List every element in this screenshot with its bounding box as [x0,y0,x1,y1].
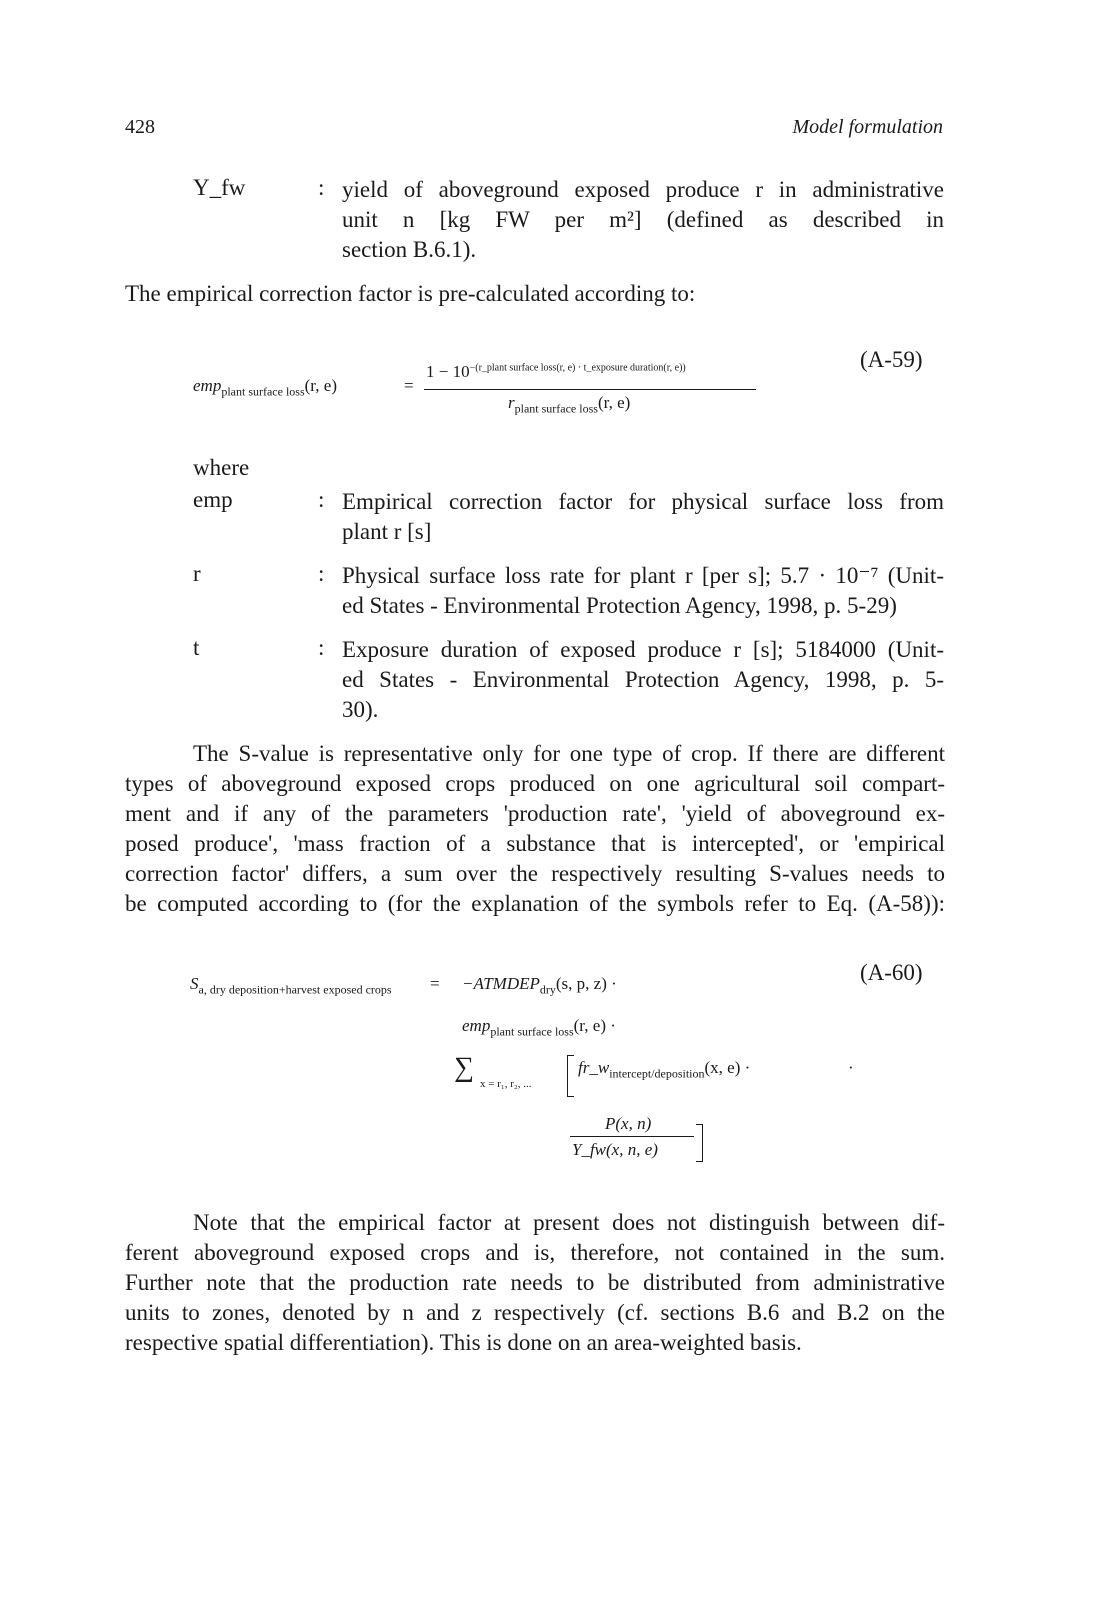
eq60-line2 [462,1016,616,1039]
definition-line: Exposure duration of exposed produce r [s]; 5184000 (Unit- [342,637,944,662]
eq59-den-subscript: plant surface loss [514,401,598,416]
eq60-emp-subscript: plant surface loss [490,1024,574,1039]
paragraph-line: ment and if any of the parameters 'production rate', 'yield of aboveground ex- [125,801,945,826]
eq60-frac-num-text: P(x, n) [605,1114,652,1133]
paragraph-line: correction factor' differs, a sum over the respectively resulting S-values needs to [125,861,945,886]
eq60-left-bracket [567,1055,574,1097]
paragraph-line: posed produce', 'mass fraction of a substance that is intercepted', or 'empirical [125,831,945,856]
page-number: 428 [125,116,155,138]
definition-symbol: t [193,635,200,660]
definition-symbol: r [193,561,201,586]
eq59-den-args: (r, e) [597,393,631,412]
definition-symbol: emp [193,487,233,512]
definition-line: ed States - Environmental Protection Agency, 1998, p. 5-29) [342,593,897,618]
definition-description [342,561,944,621]
definition-colon: : [318,635,325,660]
eq59-number: (A-59) [860,347,923,372]
eq59-den-symbol: r [508,393,515,412]
eq60-atmdep: −ATMDEP [462,974,540,993]
eq60-line1 [462,974,617,997]
eq60-line3 [578,1058,750,1081]
eq59-lhs-subscript: plant surface loss [221,384,305,399]
eq60-right-bracket [696,1124,703,1162]
eq60-equals: = [430,974,440,993]
paragraph-line: types of aboveground exposed crops produced on one agricultural soil compart- [125,771,945,796]
eq59-numerator [426,362,686,382]
eq59-equals: = [404,376,414,395]
eq60-frw-args: (x, e) · [704,1058,751,1077]
definition-line: section B.6.1). [342,237,477,262]
paragraph-line: units to zones, denoted by n and z respectively (cf. sections B.6 and B.2 on the [125,1300,945,1325]
definition-line: plant r [s] [342,519,432,544]
eq60-fraction-denominator [572,1140,658,1160]
eq60-atmdep-args: (s, p, z) · [555,974,617,993]
eq59-lhs-args: (r, e) [304,376,337,395]
eq59-num-exponent: −(r_plant surface loss(r, e) · t_exposure duration(r, e)) [469,362,686,374]
definition-line: ed States - Environmental Protection Agency, 1998, p. 5- [342,667,944,692]
paragraph-line: be computed according to (for the explanation of the symbols refer to Eq. (A-58)): [125,891,945,916]
eq59-denominator [508,393,630,416]
definition-line: 30). [342,697,379,722]
definition-colon: : [318,561,325,586]
eq60-sum-symbol: ∑ [454,1052,474,1083]
paragraph-note [125,1208,945,1358]
where-label: where [193,455,250,480]
eq60-frac-den-text: Y_fw(x, n, e) [572,1140,658,1159]
eq59-num-prefix: 1 − 10 [426,362,470,381]
paragraph-line: Note that the empirical factor at present does not distinguish between dif- [193,1210,945,1235]
eq60-frw: fr_w [578,1058,610,1077]
eq60-emp-args: (r, e) · [573,1016,616,1035]
eq60-lhs-subscript: a, dry deposition+harvest exposed crops [198,982,392,997]
definition-colon: : [318,175,325,200]
definition-description [342,487,944,547]
definition-description [342,175,944,265]
definition-line: Physical surface loss rate for plant r [per s]; 5.7 · 10⁻⁷ (Unit- [342,563,944,588]
eq60-frw-subscript: intercept/deposition [609,1066,705,1081]
eq60-lhs [190,974,392,997]
definition-description [342,635,944,725]
eq60-emp: emp [462,1016,491,1035]
eq60-sum-subscript: x = r₁, r₂, ... [480,1078,532,1090]
eq59-lhs [193,376,337,399]
eq60-trailing-dot: · [848,1058,854,1077]
eq60-fraction-numerator [605,1114,651,1134]
paragraph-s-value [125,739,945,919]
eq60-atmdep-subscript: dry [539,982,556,997]
definition-line: yield of aboveground exposed produce r in administrative [342,177,944,202]
paragraph-line: respective spatial differentiation). This is done on an area-weighted basis. [125,1330,802,1355]
eq60-number: (A-60) [860,960,923,985]
definition-symbol: Y_fw [193,175,246,200]
definition-colon: : [318,487,325,512]
definition-line: unit n [kg FW per m²] (defined as described in [342,207,944,232]
eq60-lhs-symbol: S [190,974,199,993]
eq59-fraction-line [424,389,756,390]
eq60-fraction-line [570,1136,694,1137]
eq59-lhs-symbol: emp [193,376,222,395]
paragraph-line: The S-value is representative only for one type of crop. If there are different [193,741,945,766]
paragraph-line: Further note that the production rate needs to be distributed from administrative [125,1270,945,1295]
definition-line: Empirical correction factor for physical surface loss from [342,489,944,514]
paragraph-line: ferent aboveground exposed crops and is, therefore, not contained in the sum. [125,1240,945,1265]
intro-text: The empirical correction factor is pre-calculated according to: [125,281,696,306]
running-title: Model formulation [792,116,943,138]
